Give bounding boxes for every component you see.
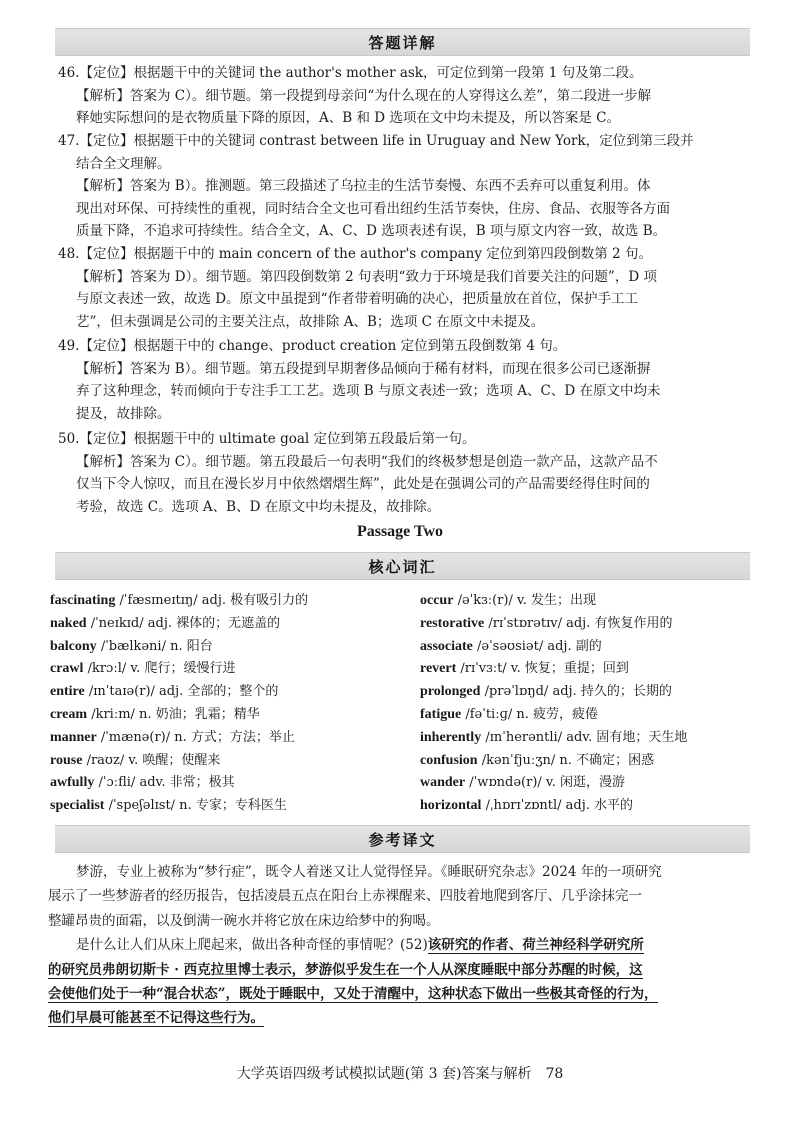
vocab-item: wander /ˈwɒndə(r)/ v. 闲逛，漫游 xyxy=(420,775,625,791)
q49-analysis-cont: 弃了这种理念，转而倾向于专注手工工艺。选项 B 与原文表述一致；选项 A、C、D 在原文中均未 xyxy=(76,383,661,399)
translation-line: 梦游，专业上被称为“梦行症”，既令人着迷又让人觉得怪异。《睡眠研究杂志》2024 年的一项研究 xyxy=(76,864,662,880)
q47-locate: 47.【定位】根据题干中的关键词 contrast between life in Uruguay and New York，定位到第三段并 xyxy=(58,133,694,149)
answer-underline: 的研究员弗朗切斯卡 · 西克拉里博士表示，梦游似乎发生在一个人从深度睡眠中部分苏醒的时候，这 xyxy=(48,961,643,978)
vocab-item: manner /ˈmænə(r)/ n. 方式；方法；举止 xyxy=(50,729,295,745)
vocab-item: prolonged /prəˈlɒŋd/ adj. 持久的；长期的 xyxy=(420,684,672,700)
q50-analysis-cont: 仅当下令人惊叹，而且在漫长岁月中依然熠熠生辉”，此处是在强调公司的产品需要经得住时间的 xyxy=(76,476,650,492)
q47-locate-cont: 结合全文理解。 xyxy=(76,155,171,172)
vocab-item: balcony /ˈbælkəni/ n. 阳台 xyxy=(50,638,213,654)
q46-analysis-cont: 释她实际想问的是衣物质量下降的原因，A、B 和 D 选项在文中均未提及，所以答案是 C。 xyxy=(76,110,620,126)
translation-line: 是什么让人们从床上爬起来，做出各种奇怪的事情呢？(52)该研究的作者、荷兰神经科学研究所 xyxy=(76,937,644,954)
q47-analysis-cont: 现出对环保、可持续性的重视，同时结合全文也可看出纽约生活节奏快，住房、食品、衣服等各方面 xyxy=(76,200,670,217)
page-number: 78 xyxy=(545,1066,564,1082)
translation-line: 展示了一些梦游者的经历报告，包括凌晨五点在阳台上赤裸醒来、四肢着地爬到客厅、几乎涂抹完一 xyxy=(48,888,642,905)
reference-translation xyxy=(48,860,758,1031)
vocab-title: 核心词汇 xyxy=(368,557,437,576)
q47-analysis: 【解析】答案为 B）。推测题。第三段描述了乌拉圭的生活节奏慢、东西不丢弃可以重复利用。体 xyxy=(76,178,651,194)
q48-analysis-cont: 与原文表述一致，故选 D。原文中虽提到“作者带着明确的决心，把质量放在首位，保护手工工 xyxy=(76,291,639,307)
q50-locate: 50.【定位】根据题干中的 ultimate goal 定位到第五段最后第一句。 xyxy=(58,431,476,447)
q49-analysis-end: 提及，故排除。 xyxy=(76,405,171,422)
q48-locate: 48.【定位】根据题干中的 main concern of the author's company 定位到第四段倒数第 2 句。 xyxy=(58,246,652,262)
section-header-translation xyxy=(55,825,750,853)
vocab-item: associate /əˈsəʊsiət/ adj. 副的 xyxy=(420,638,602,654)
vocab-item: horizontal /ˌhɒrɪˈzɒntl/ adj. 水平的 xyxy=(420,798,633,814)
question-46 xyxy=(58,62,758,130)
vocab-item: awfully /ˈɔːfli/ adv. 非常；极其 xyxy=(50,775,235,791)
q50-analysis: 【解析】答案为 C）。细节题。第五段最后一句表明“我们的终极梦想是创造一款产品，这款产品不 xyxy=(76,453,658,470)
vocab-item: rouse /raʊz/ v. 唤醒；使醒来 xyxy=(50,752,221,768)
vocab-item: naked /ˈneɪkɪd/ adj. 裸体的；无遮盖的 xyxy=(50,615,281,631)
q47-analysis-end: 质量下降，不追求可持续性。结合全文，A、C、D 选项表述有误，B 项与原文内容一致，故选 B。 xyxy=(76,223,667,239)
vocab-item: occur /əˈkɜː(r)/ v. 发生；出现 xyxy=(420,593,597,608)
q46-locate: 46.【定位】根据题干中的关键词 the author's mother ask，可定位到第一段第 1 句及第二段。 xyxy=(58,65,643,81)
question-47 xyxy=(58,130,758,243)
q49-locate: 49.【定位】根据题干中的 change、product creation 定位到第五段倒数第 4 句。 xyxy=(58,338,567,354)
vocab-list-left xyxy=(50,590,410,818)
translation-title: 参考译文 xyxy=(368,830,437,849)
translation-line xyxy=(48,982,758,1006)
answer-underline: 他们早晨可能甚至不记得这些行为。 xyxy=(48,1010,264,1027)
vocab-item: fascinating /ˈfæsɪneɪtɪŋ/ adj. 极有吸引力的 xyxy=(50,593,309,608)
q49-analysis: 【解析】答案为 B）。细节题。第五段提到早期奢侈品倾向于稀有材料，而现在很多公司已逐渐摒 xyxy=(76,360,651,377)
footer-title: 大学英语四级考试模拟试题(第 3 套)答案与解析 xyxy=(236,1066,532,1082)
passage-title: Passage Two xyxy=(356,523,444,540)
translation-line xyxy=(48,958,758,982)
vocab-item: fatigue /fəˈtiːɡ/ n. 疲劳，疲倦 xyxy=(420,706,599,722)
q48-analysis-end: 艺”，但未强调是公司的主要关注点，故排除 A、B；选项 C 在原文中未提及。 xyxy=(76,313,545,330)
vocab-item: entire /ɪnˈtaɪə(r)/ adj. 全部的；整个的 xyxy=(50,684,279,700)
answer-underline: 该研究的作者、荷兰神经科学研究所 xyxy=(427,937,644,954)
translation-line xyxy=(48,1006,758,1030)
vocab-item: revert /rɪˈvɜːt/ v. 恢复；重提；回到 xyxy=(420,661,629,677)
section-header-answers xyxy=(55,28,750,56)
q48-analysis: 【解析】答案为 D）。细节题。第四段倒数第 2 句表明“致力于环境是我们首要关注的问题”，D 项 xyxy=(76,268,657,285)
answer-underline: 会使他们处于一种“混合状态”，既处于睡眠中，又处于清醒中，这种状态下做出一些极其奇怪的行为， xyxy=(48,986,658,1003)
translation-line: 整罐昂贵的面霜，以及倒满一碗水并将它放在床边给梦中的狗喝。 xyxy=(48,912,440,929)
page-footer xyxy=(0,1063,800,1083)
vocab-item: specialist /ˈspeʃəlɪst/ n. 专家；专科医生 xyxy=(50,798,287,814)
vocab-list-right xyxy=(420,590,760,818)
vocab-item: confusion /kənˈfjuːʒn/ n. 不确定；困惑 xyxy=(420,752,655,768)
section-header-vocab xyxy=(55,552,750,580)
vocab-item: restorative /rɪˈstɒrətɪv/ adj. 有恢复作用的 xyxy=(420,615,673,631)
question-50 xyxy=(58,428,758,518)
q46-analysis: 【解析】答案为 C）。细节题。第一段提到母亲问“为什么现在的人穿得这么差”，第二段进一步解 xyxy=(76,87,652,104)
vocab-item: inherently /ɪnˈherəntli/ adv. 固有地；天生地 xyxy=(420,729,688,745)
vocab-item: cream /kriːm/ n. 奶油；乳霜；精华 xyxy=(50,706,260,722)
vocab-item: crawl /krɔːl/ v. 爬行；缓慢行进 xyxy=(50,661,236,677)
section-title: 答题详解 xyxy=(368,33,437,52)
question-48 xyxy=(58,243,758,333)
q50-analysis-end: 考验，故选 C。选项 A、B、D 在原文中均未提及，故排除。 xyxy=(76,498,441,515)
question-49 xyxy=(58,335,758,425)
